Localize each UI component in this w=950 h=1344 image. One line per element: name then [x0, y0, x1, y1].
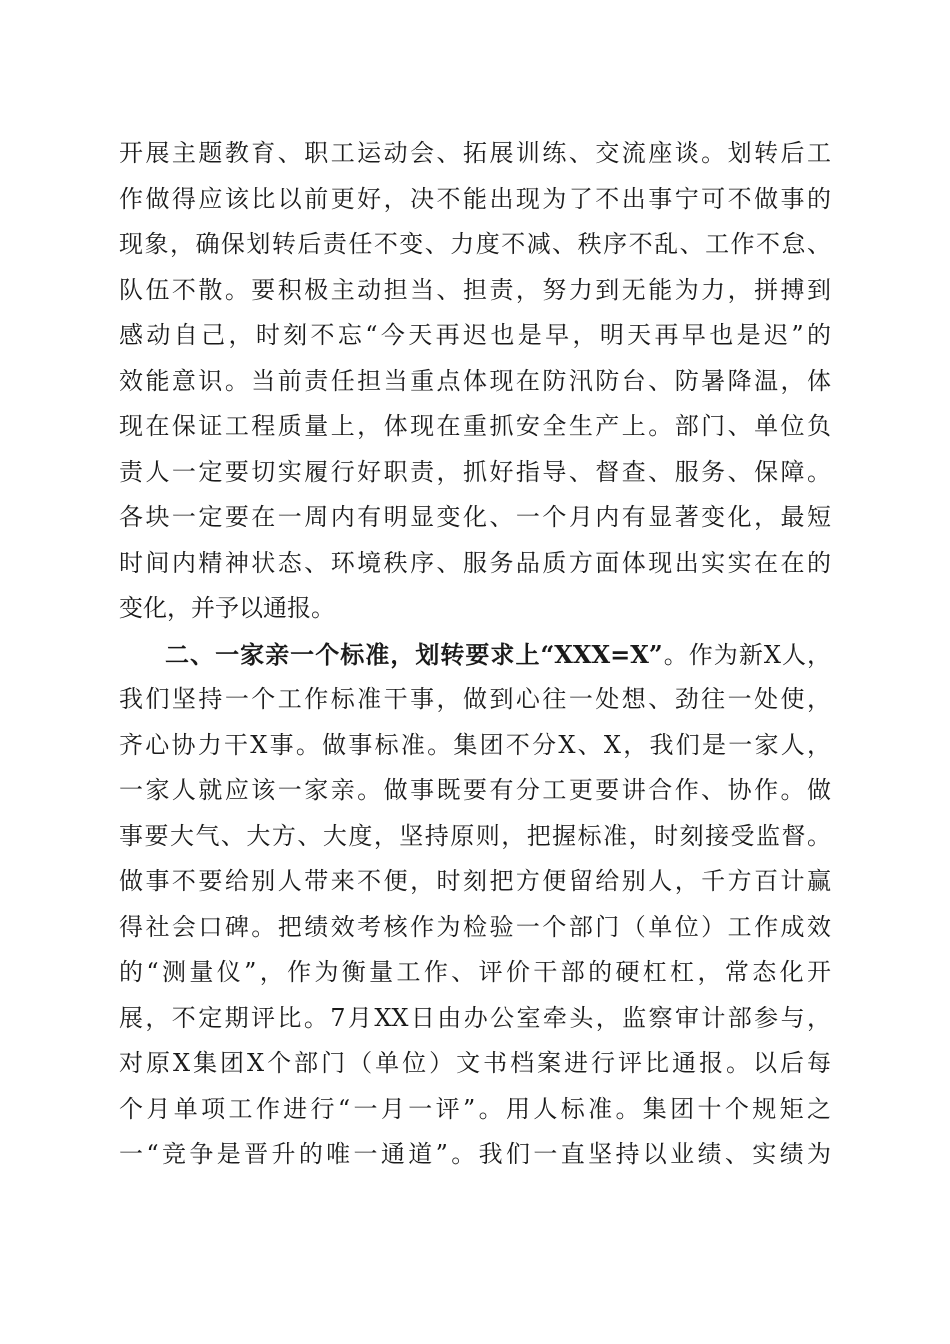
- paragraph-1-line: 开展主题教育、职工运动会、拓展训练、交流座谈。划转后工: [119, 139, 831, 167]
- paragraph-1-line: 效能意识。当前责任担当重点体现在防汛防台、防暑降温，体: [119, 366, 831, 395]
- paragraph-2-first-line: [119, 632, 831, 678]
- paragraph-1-line: 变化，并予以通报。: [119, 594, 335, 622]
- section-heading: 二、一家亲一个标准，划转要求上“XXX=X”: [165, 639, 663, 669]
- paragraph-2-line: 一家人就应该一家亲。做事既要有分工更要讲合作、协作。做: [119, 776, 831, 804]
- paragraph-2-line: 一“竞争是晋升的唯一通道”。我们一直坚持以业绩、实绩为: [119, 1140, 831, 1168]
- paragraph-2-line: 个月单项工作进行“一月一评”。用人标准。集团十个规矩之: [119, 1094, 831, 1123]
- paragraph-1-line: 现在保证工程质量上，体现在重抓安全生产上。部门、单位负: [119, 412, 831, 440]
- paragraph-2-line: 做事不要给别人带来不便，时刻把方便留给别人，千方百计赢: [119, 867, 831, 895]
- paragraph-1-line: 时间内精神状态、环境秩序、服务品质方面体现出实实在在的: [119, 548, 831, 577]
- section-heading-continuation: 。作为新X人，: [662, 640, 831, 669]
- paragraph-1-line: 作做得应该比以前更好，决不能出现为了不出事宁可不做事的: [119, 184, 831, 213]
- paragraph-2-line: 得社会口碑。把绩效考核作为检验一个部门（单位）工作成效: [119, 912, 831, 941]
- paragraph-2-line: 事要大气、大方、大度，坚持原则，把握标准，时刻接受监督。: [119, 821, 831, 850]
- paragraph-2-line: 对原X集团X个部门（单位）文书档案进行评比通报。以后每: [119, 1049, 831, 1077]
- paragraph-1-line: 现象，确保划转后责任不变、力度不减、秩序不乱、工作不怠、: [119, 230, 831, 258]
- paragraph-1-line: 队伍不散。要积极主动担当、担责，努力到无能为力，拼搏到: [119, 275, 831, 304]
- document-body: [119, 131, 831, 1178]
- paragraph-1-line: 感动自己，时刻不忘“今天再迟也是早，明天再早也是迟”的: [119, 321, 831, 349]
- paragraph-2-line: 的“测量仪”，作为衡量工作、评价干部的硬杠杠，常态化开: [119, 958, 831, 986]
- paragraph-1-line: 各块一定要在一周内有明显变化、一个月内有显著变化，最短: [119, 503, 831, 531]
- paragraph-1-line: 责人一定要切实履行好职责，抓好指导、督查、服务、保障。: [119, 457, 831, 486]
- paragraph-2-line: 我们坚持一个工作标准干事，做到心往一处想、劲往一处使，: [119, 685, 831, 713]
- paragraph-2-line: 齐心协力干X事。做事标准。集团不分X、X，我们是一家人，: [119, 730, 831, 759]
- paragraph-2-line: 展，不定期评比。7月XX日由办公室牵头，监察审计部参与，: [119, 1003, 831, 1032]
